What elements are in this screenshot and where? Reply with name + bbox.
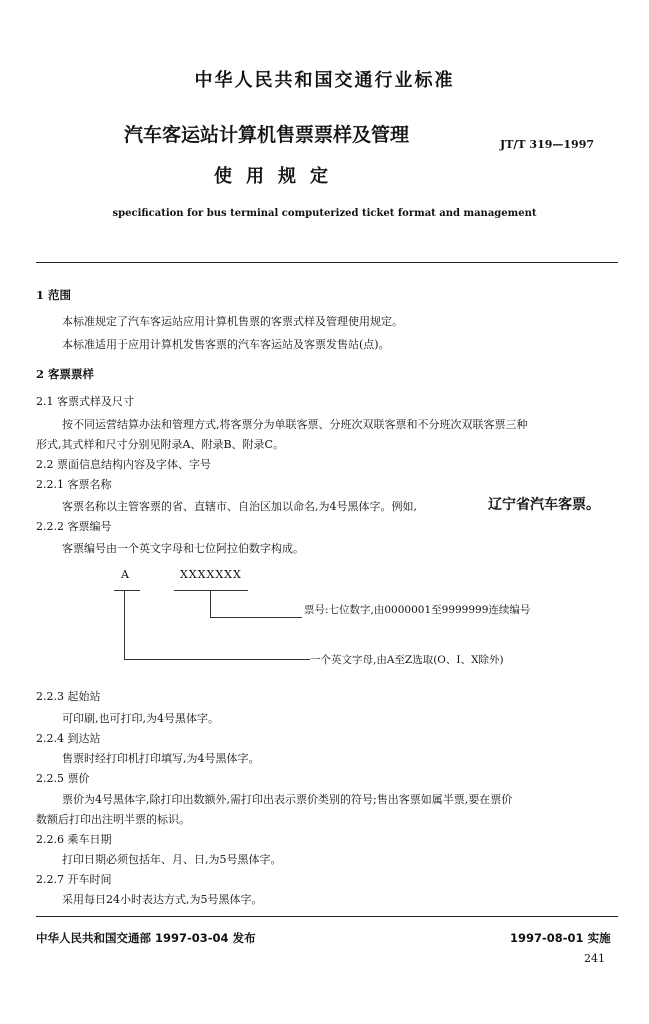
paragraph: 可印刷,也可打印,为4号黑体字。 bbox=[62, 712, 219, 725]
diagram-bracket-letter bbox=[114, 590, 140, 591]
english-title: specification for bus terminal computerized ticket format and management bbox=[112, 208, 537, 219]
document-title-line2: 使用规定 bbox=[214, 166, 342, 187]
diagram-label-letter: 一个英文字母,由A至Z选取(O、I、X除外) bbox=[310, 654, 504, 666]
diagram-leader-letter bbox=[124, 659, 310, 660]
section-2-1-heading: 2.1 客票式样及尺寸 bbox=[36, 395, 134, 408]
paragraph: 本标准适用于应用计算机发售客票的汽车客运站及客票发售站(点)。 bbox=[62, 338, 390, 351]
diagram-leader-digits bbox=[210, 617, 302, 618]
issue-date: 中华人民共和国交通部 1997-03-04 发布 bbox=[36, 931, 256, 945]
section-2-heading: 2 客票票样 bbox=[36, 367, 95, 381]
section-2-2-6-heading: 2.2.6 乘车日期 bbox=[36, 833, 112, 846]
footer-divider bbox=[36, 916, 618, 917]
section-2-2-2-heading: 2.2.2 客票编号 bbox=[36, 520, 112, 533]
paragraph: 售票时经打印机打印填写,为4号黑体字。 bbox=[62, 752, 260, 765]
header-divider bbox=[36, 262, 618, 263]
section-2-2-7-heading: 2.2.7 开车时间 bbox=[36, 873, 112, 886]
section-2-2-4-heading: 2.2.4 到达站 bbox=[36, 732, 101, 745]
section-2-2-1-heading: 2.2.1 客票名称 bbox=[36, 478, 112, 491]
paragraph: 客票名称以主管客票的省、直辖市、自治区加以命名,为4号黑体字。例如, bbox=[62, 500, 417, 513]
diagram-leader-letter bbox=[124, 590, 125, 660]
section-2-2-3-heading: 2.2.3 起始站 bbox=[36, 690, 101, 703]
diagram-digits: XXXXXXX bbox=[180, 568, 242, 581]
section-1-heading: 1 范围 bbox=[36, 288, 72, 302]
standard-code: JT/T 319—1997 bbox=[500, 138, 594, 151]
section-2-2-5-heading: 2.2.5 票价 bbox=[36, 772, 90, 785]
paragraph: 票价为4号黑体字,除打印出数额外,需打印出表示票价类别的符号;售出客票如属半票,要在票价 bbox=[62, 793, 513, 806]
effective-date: 1997-08-01 实施 bbox=[510, 931, 611, 945]
paragraph: 按不同运营结算办法和管理方式,将客票分为单联客票、分班次双联客票和不分班次双联客票三种 bbox=[62, 418, 528, 431]
example-ticket-name: 辽宁省汽车客票。 bbox=[488, 497, 600, 513]
diagram-label-digits: 票号:七位数字,由0000001至9999999连续编号 bbox=[304, 604, 531, 616]
paragraph: 打印日期必须包括年、月、日,为5号黑体字。 bbox=[62, 853, 282, 866]
paragraph: 形式,其式样和尺寸分别见附录A、附录B、附录C。 bbox=[36, 438, 284, 451]
paragraph: 采用每日24小时表达方式,为5号黑体字。 bbox=[62, 893, 263, 906]
paragraph: 客票编号由一个英文字母和七位阿拉伯数字构成。 bbox=[62, 542, 304, 555]
page-number: 241 bbox=[584, 952, 605, 965]
diagram-letter: A bbox=[121, 568, 129, 581]
diagram-leader-digits bbox=[210, 590, 211, 618]
diagram-bracket-digits bbox=[174, 590, 248, 591]
paragraph: 数额后打印出注明半票的标识。 bbox=[36, 813, 190, 826]
section-2-2-heading: 2.2 票面信息结构内容及字体、字号 bbox=[36, 458, 211, 471]
paragraph: 本标准规定了汽车客运站应用计算机售票的客票式样及管理使用规定。 bbox=[62, 315, 403, 328]
document-title: 汽车客运站计算机售票票样及管理 bbox=[124, 124, 410, 146]
issuing-organization: 中华人民共和国交通行业标准 bbox=[194, 70, 455, 91]
